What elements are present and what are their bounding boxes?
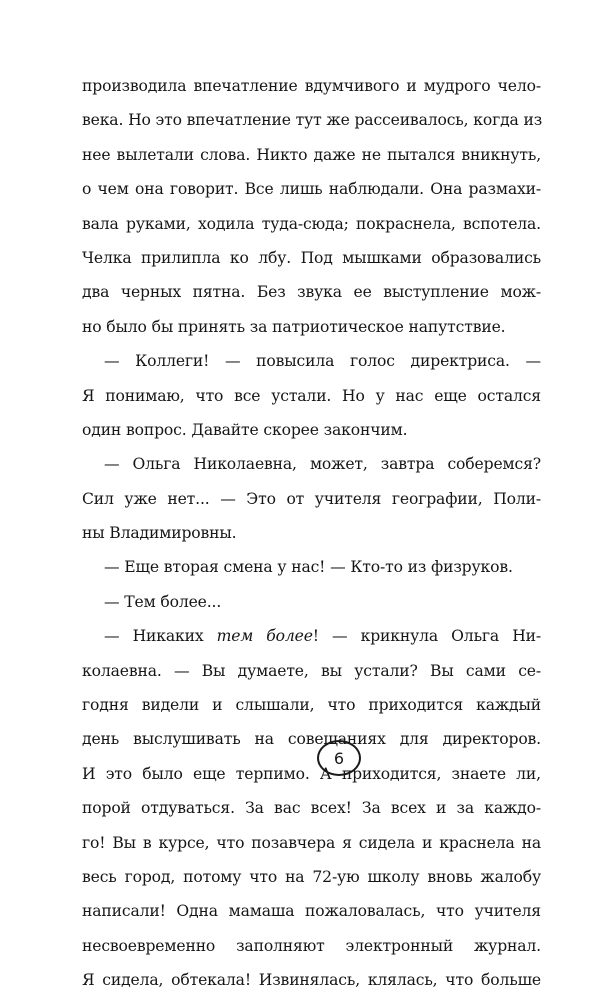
text-line: Я сидела, обтекала! Извинялась, клялась, что больше [82, 971, 541, 990]
text-line: о чем она говорит. Все лишь наблюдали. Она размахи- [82, 180, 541, 199]
dialogue-line [82, 619, 541, 653]
text-line: один вопрос. Давайте скорее закончим. [82, 420, 408, 439]
text-line: порой отдуваться. За вас всех! За всех и за каждо- [82, 799, 541, 818]
text-line: вала руками, ходила туда-сюда; покраснела, вспотела. [82, 214, 541, 233]
text-line: нее вылетали слова. Никто даже не пытался вникнуть, [82, 145, 541, 164]
text-line: И это было еще терпимо. А приходится, знаете ли, [82, 764, 541, 783]
body-text [82, 69, 541, 998]
page-number: 6 [317, 740, 361, 776]
text-run: — Никаких [104, 627, 217, 646]
text-line: написали! Одна мамаша пожаловалась, что учителя [82, 902, 541, 921]
text-line: Сил уже нет... — Это от учителя географии, Поли- [82, 489, 541, 508]
dialogue-line: — Коллеги! — повысила голос директриса. — [104, 352, 541, 371]
text-line: века. Но это впечатление тут же рассеивалось, когда из [82, 111, 543, 130]
dialogue-line: — Тем более... [104, 592, 222, 611]
text-line: несвоевременно заполняют электронный журнал. [82, 936, 541, 955]
text-line: производила впечатление вдумчивого и мудрого чело- [82, 77, 541, 95]
dialogue-line: — Ольга Николаевна, может, завтра соберемся? [104, 455, 541, 474]
text-run: ! — крикнула Ольга Ни- [312, 627, 542, 646]
text-line: го! Вы в курсе, что позавчера я сидела и краснела на [82, 833, 541, 852]
text-line: годня видели и слышали, что приходится каждый [82, 696, 541, 715]
text-line: но было бы принять за патриотическое напутствие. [82, 317, 506, 336]
text-line: день выслушивать на совещаниях для директоров. [82, 730, 541, 749]
text-line: два черных пятна. Без звука ее выступление мож- [82, 283, 541, 302]
text-line: весь город, потому что на 72-ую школу вновь жалобу [82, 867, 541, 886]
dialogue-line: — Еще вторая смена у нас! — Кто-то из физруков. [104, 558, 513, 577]
text-line: ны Владимировны. [82, 524, 237, 543]
text-line: Челка прилипла ко лбу. Под мышками образовались [82, 248, 541, 267]
text-line: Я понимаю, что все устали. Но у нас еще остался [82, 386, 541, 405]
italic-phrase: тем более [216, 627, 313, 646]
text-line: колаевна. — Вы думаете, вы устали? Вы сами се- [82, 661, 541, 680]
